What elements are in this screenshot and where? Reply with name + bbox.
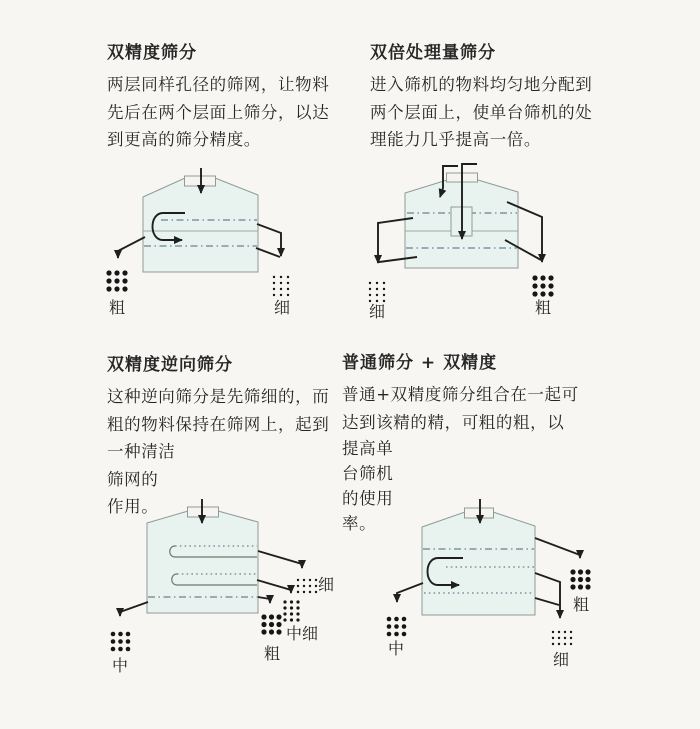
- fine-particles: [369, 282, 385, 302]
- inlet-port: [185, 176, 216, 186]
- paragraph-line: 达到该精的精，可粗的粗，以: [342, 412, 565, 432]
- fine-label: 细: [552, 650, 570, 669]
- coarse-particles: [261, 614, 281, 634]
- coarse-outlet-arrow: [535, 538, 580, 558]
- paragraph: [107, 71, 347, 154]
- paragraph-line: 两层同样孔径的筛网，让物料: [107, 75, 330, 94]
- inlet-port: [188, 507, 219, 517]
- fine-particles: [552, 631, 572, 645]
- coarse-label: 粗: [108, 298, 126, 317]
- fine-outlet-arrow: [535, 573, 560, 618]
- paragraph-line: 筛网的: [107, 469, 159, 489]
- fine-label: 细: [273, 298, 291, 317]
- paragraph-line: 这种逆向筛分是先筛细的，而: [107, 387, 330, 406]
- coarse-outlet-arrow: [258, 597, 270, 603]
- medium-outlet-arrow: [397, 583, 423, 602]
- medium-fine-particles: [283, 600, 299, 621]
- section-title: 双精度筛分: [107, 43, 197, 63]
- diagram-double-throughput: [355, 160, 590, 330]
- machine-body: [147, 511, 258, 613]
- medium-outlet-arrow: [120, 602, 148, 616]
- paragraph-line: 的使用: [342, 489, 394, 508]
- paragraph-line: 提高单: [342, 439, 394, 458]
- paragraph-line: 到更高的筛分精度。: [107, 130, 261, 149]
- fine-particles: [273, 276, 289, 296]
- machine-body: [422, 512, 535, 615]
- medium-particles: [387, 617, 407, 637]
- paragraph-line: 普通+双精度筛分组合在一起可: [342, 385, 579, 404]
- coarse-label: 粗: [572, 595, 590, 614]
- fine-outlet-line: [535, 598, 559, 605]
- medium-label: 中: [387, 639, 405, 658]
- medium-fine-outlet-arrow: [257, 580, 291, 593]
- coarse-label: 粗: [534, 298, 552, 317]
- medium-particles: [111, 632, 131, 652]
- section-double-throughput-text: [370, 38, 620, 154]
- paragraph-line: 先后在两个层面上筛分，以达: [107, 102, 330, 122]
- medium-fine-label: 中细: [285, 624, 319, 643]
- section-title: 双倍处理量筛分: [370, 43, 496, 63]
- paragraph-line: 粗的物料保持在筛网上，起到: [107, 414, 330, 434]
- diagram-reverse-screening: [95, 495, 340, 685]
- coarse-particles: [570, 569, 590, 589]
- fine-label: 细: [317, 575, 335, 594]
- paragraph-line: 进入筛机的物料均匀地分配到: [370, 75, 593, 94]
- section-title: 双精度逆向筛分: [107, 355, 233, 375]
- coarse-outlet-arrow: [118, 237, 145, 258]
- paragraph-line: 台筛机: [342, 464, 394, 483]
- paragraph-line: 一种清洁: [107, 442, 176, 461]
- inlet-port: [465, 508, 494, 518]
- coarse-particles: [532, 275, 553, 296]
- paragraph-line: 两个层面上，使单台筛机的处: [370, 102, 593, 122]
- section-double-precision-text: [107, 38, 347, 154]
- section-title: 普通筛分 + 双精度: [342, 353, 498, 373]
- diagram-normal-plus-double: [370, 495, 610, 680]
- fine-outlet-arrow: [258, 551, 302, 568]
- coarse-label: 粗: [263, 644, 281, 663]
- medium-label: 中: [111, 656, 129, 675]
- fine-particles: [297, 579, 317, 593]
- fine-label: 细: [368, 302, 386, 321]
- coarse-particles: [106, 270, 127, 291]
- paragraph-line: 理能力几乎提高一倍。: [370, 130, 541, 149]
- paragraph: [370, 71, 620, 154]
- paragraph-line: 率。: [342, 514, 377, 533]
- fine-outlet-arrow: [257, 224, 281, 256]
- diagram-double-precision: [95, 160, 315, 330]
- fine-outlet-line: [256, 248, 280, 257]
- paragraph-line: 作用。: [107, 497, 159, 516]
